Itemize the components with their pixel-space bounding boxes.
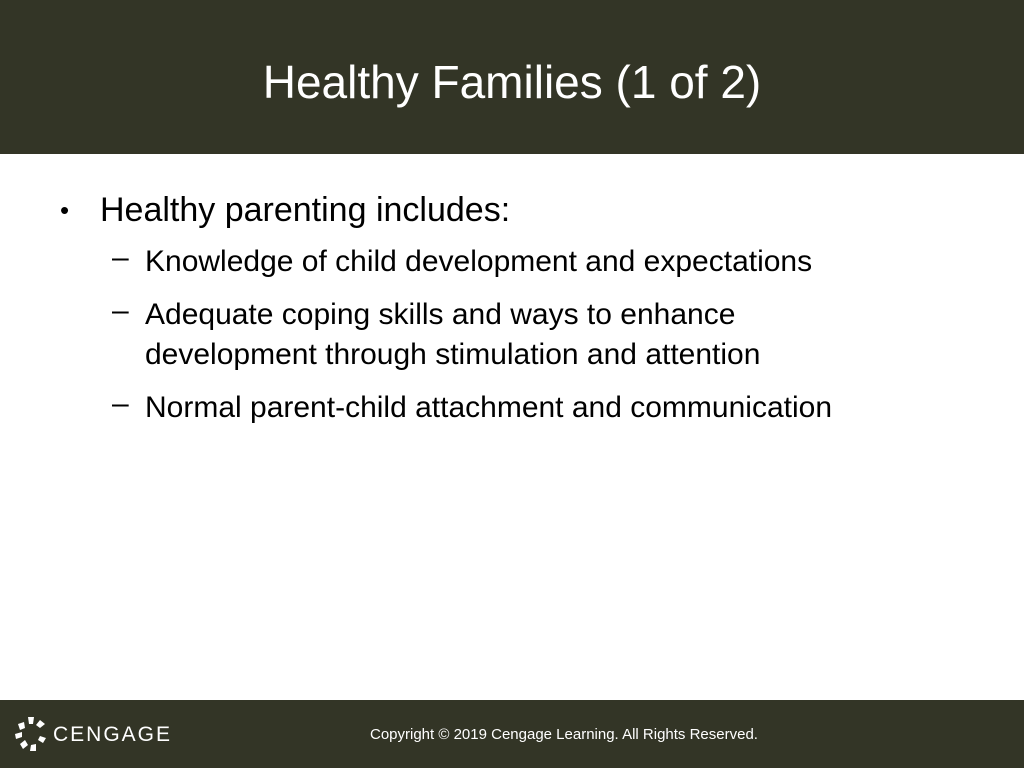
- sub-bullet-item: [112, 242, 992, 282]
- cengage-mark-icon: [14, 716, 50, 752]
- footer-bar: [0, 700, 1024, 768]
- dash-icon: –: [112, 294, 129, 327]
- sub-bullet-text-continued: development through stimulation and attention: [145, 338, 761, 371]
- sub-bullet-list: [112, 242, 992, 441]
- title-bar: [0, 0, 1024, 154]
- sub-bullet-item: [112, 295, 992, 375]
- sub-bullet-item: [112, 388, 992, 428]
- bullet-dot-icon: •: [60, 195, 70, 225]
- cengage-logo: [14, 716, 173, 752]
- sub-bullet-text: Normal parent-child attachment and communication: [145, 391, 832, 424]
- sub-bullet-text: Knowledge of child development and expectations: [145, 245, 813, 278]
- dash-icon: –: [112, 241, 129, 274]
- main-bullet-text: Healthy parenting includes:: [100, 191, 511, 229]
- copyright-notice: Copyright © 2019 Cengage Learning. All Rights Reserved.: [370, 726, 758, 743]
- dash-icon: –: [112, 387, 129, 420]
- sub-bullet-text: Adequate coping skills and ways to enhance: [145, 298, 736, 331]
- slide-title: Healthy Families (1 of 2): [262, 56, 762, 108]
- slide-content: [0, 154, 1024, 700]
- logo-wordmark: CENGAGE: [53, 723, 173, 746]
